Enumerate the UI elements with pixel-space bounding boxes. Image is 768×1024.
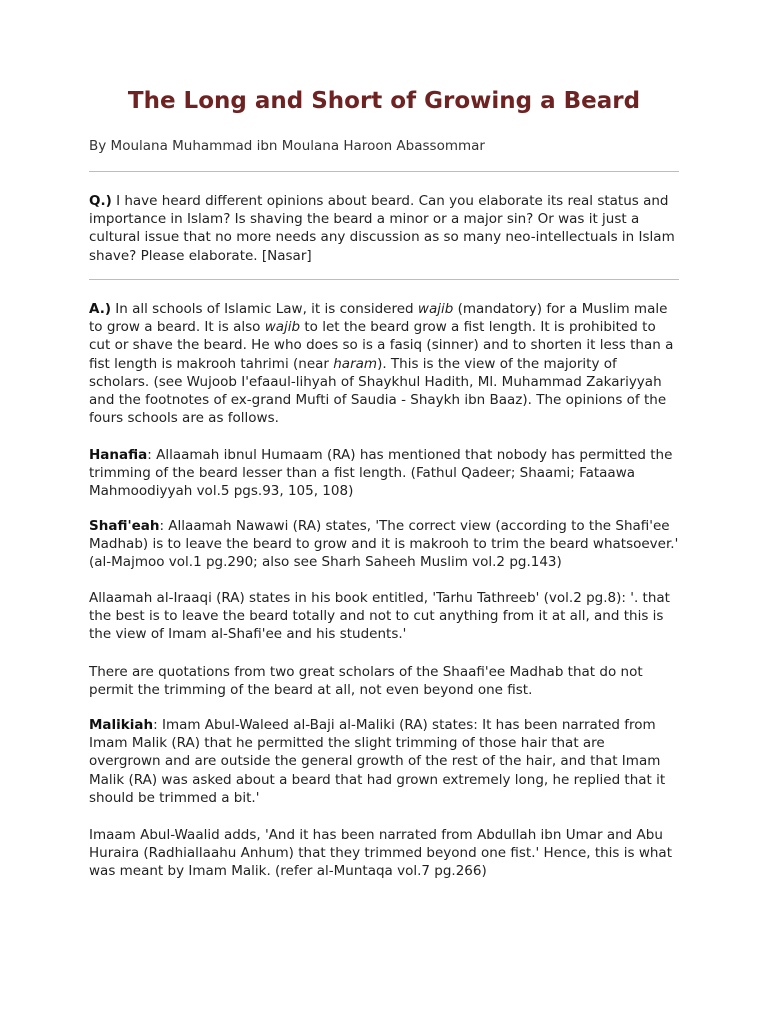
hanafia-label: Hanafia	[89, 447, 148, 463]
term-wajib: wajib	[264, 319, 301, 336]
page-title: The Long and Short of Growing a Beard	[127, 88, 641, 114]
hanafia-paragraph	[89, 446, 679, 501]
question-label: Q.)	[89, 193, 112, 209]
answer-text: In all schools of Islamic Law, it is considered	[111, 301, 418, 317]
quotations-paragraph: There are quotations from two great scholars of the Shaafi'ee Madhab that do not permit the trimming of the beard at all, not even beyond one fist.	[89, 664, 643, 699]
answer-text: ). This is the view of the majority of scholars. (see Wujoob I'efaaul-lihyah of Shaykhul Hadith, Ml. Muhammad Zakariyyah and the footnotes of ex-grand Mufti of Saudia - Shaykh ibn Baaz). The opinions of the fours schools are as follows.	[89, 355, 667, 427]
hanafia-text: : Allaamah ibnul Humaam (RA) has mentioned that nobody has permitted the trimming of the beard lesser than a fist length. (Fathul Qadeer; Shaami; Fataawa Mahmoodiyyah vol.5 pgs.93, 105, 108)	[89, 447, 673, 500]
malikiah-text: : Imam Abul-Waleed al-Baji al-Maliki (RA) states: It has been narrated from Imam Malik (RA) that he permitted the slight trimming of those hair that are overgrown and are outside the general growth of the rest of the hair, and that Imam Malik (RA) was asked about a beard that had grown extremely long, he replied that it should be trimmed a bit.'	[89, 717, 666, 806]
term-haram: haram	[333, 355, 378, 372]
imaam-paragraph: Imaam Abul-Waalid adds, 'And it has been narrated from Abdullah ibn Umar and Abu Huraira (Radhiallaahu Anhum) that they trimmed beyond one fist.' Hence, this is what was meant by Imam Malik. (refer al-Muntaqa vol.7 pg.266)	[89, 827, 672, 880]
iraaqi-paragraph: Allaamah al-Iraaqi (RA) states in his book entitled, 'Tarhu Tathreeb' (vol.2 pg.8): '. that the best is to leave the beard totally and not to cut anything from it at all, and this is the view of Imam al-Shafi'ee and his students.'	[89, 590, 670, 643]
answer-label: A.)	[89, 301, 111, 317]
divider	[89, 171, 679, 172]
shafieah-text: : Allaamah Nawawi (RA) states, 'The correct view (according to the Shafi'ee Madhab) is to leave the beard to grow and it is makrooh to trim the beard whatsoever.' (al-Majmoo vol.1 pg.290; also see Sharh Saheeh Muslim vol.2 pg.143)	[89, 518, 679, 571]
malikiah-label: Malikiah	[89, 717, 154, 733]
question-text: I have heard different opinions about beard. Can you elaborate its real status and importance in Islam? Is shaving the beard a minor or a major sin? Or was it just a cultural issue that no more needs any discussion as so many neo-intellectuals in Islam shave? Please elaborate. [Nasar]	[89, 193, 675, 264]
answer-text: (mandatory) for a Muslim male to grow a beard. It is also	[89, 301, 668, 336]
author-byline: By Moulana Muhammad ibn Moulana Haroon Abassommar	[89, 138, 485, 154]
shafieah-label: Shafi'eah	[89, 518, 160, 534]
answer-paragraph	[89, 300, 679, 427]
term-wajib: wajib	[417, 301, 454, 317]
divider	[89, 279, 679, 280]
question-paragraph	[89, 192, 679, 265]
answer-text: to let the beard grow a fist length. It is prohibited to cut or shave the beard. He who does so is a fasiq (sinner) and to shorten it less than a fist length is makrooh tahrimi (near	[89, 319, 674, 372]
shafieah-paragraph	[89, 517, 679, 572]
malikiah-paragraph	[89, 716, 679, 807]
